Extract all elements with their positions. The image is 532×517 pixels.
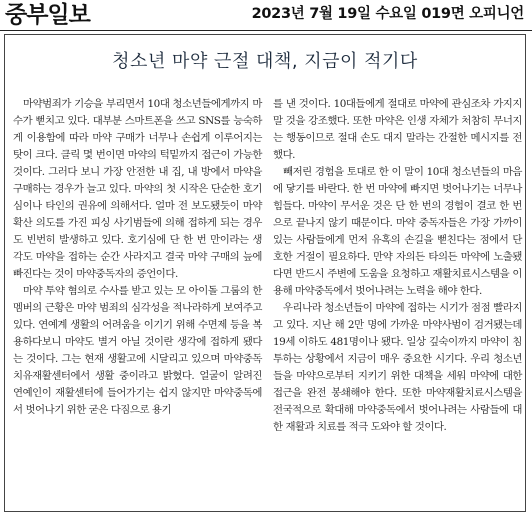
article-paragraph: 마약범죄가 기승을 부리면서 10대 청소년들에게까지 마수가 뻗치고 있다. 대부분 스마트폰을 쓰고 SNS를 능숙하게 이용함에 따라 마약 구매가 너무나 손쉽게 이루어지는 탓이 크다. 클릭 몇 번이면 마약의 턱밑까지 접근이 가능한 것이다. 그러다 보니 가장 안전한 내 집, 내 방에서 마약을 구매하는 경우가 늘고 있다. 마약의 첫 시작은 단순한 호기심이나 타인의 권유에 의해서다. 얼마 전 보도됐듯이 마약 확산 의도를 가진 피싱 사기범들에 의해 접하게 되는 경우도 빈번히 발생하고 있다. 호기심에 단 한 번 만이라는 생각도 마약을 접하는 순간 사라지고 결국 마약 구매의 늪에 빠진다는 것이 마약중독자의 증언이다.	[13, 98, 262, 280]
article-column-left	[13, 96, 262, 419]
article-column-right	[273, 96, 522, 436]
article-headline: 청소년 마약 근절 대책, 지금이 적기다	[112, 51, 418, 72]
article-paragraph: 빼저린 경험을 토대로 한 이 말이 10대 청소년들의 마음에 닿기를 바란다. 한 번 마약에 빠지면 벗어나기는 너무나 힘들다. 마약이 무서운 것은 단 한 번의 경험이 결코 한 번으로 끝나지 않기 때문이다. 마약 중독자들은 가장 가까이 있는 사람들에게 먼저 유혹의 손길을 뻗친다는 점에서 단호한 거절이 필요하다. 만약 자의든 타의든 마약에 노출됐다면 반드시 주변에 도움을 요청하고 재활치료시스템을 이용해 마약중독에서 벗어나려는 노력을 해야 한다.	[273, 166, 522, 297]
article-paragraph: 우리나라 청소년들이 마약에 접하는 시기가 점점 빨라지고 있다. 지난 해 2만 명에 가까운 마약사범이 검거됐는데 19세 이하도 481명이나 됐다. 일상 깊숙이까지 마약이 침투하는 상황에서 지금이 매우 중요한 시기다. 우리 청소년들을 마약으로부터 지키기 위한 대책을 세워 마약에 대한 접근을 완전 봉쇄해야 한다. 또한 마약재활치료시스템을 전국적으로 확대해 마약중독에서 벗어나려는 사람들에 대한 재활과 치료를 적극 도와야 할 것이다.	[273, 302, 522, 433]
newspaper-logo: 중부일보	[5, 2, 90, 28]
masthead	[0, 0, 532, 31]
article-paragraph: 를 낸 것이다. 10대들에게 절대로 마약에 관심조차 가지지 말 것을 강조했다. 또한 마약은 인생 자체가 처참히 무너지는 행동이므로 절대 손도 대지 말라는 간절한 메시지를 전했다.	[273, 98, 522, 161]
article-paragraph: 마약 투약 혐의로 수사를 받고 있는 모 아이돌 그룹의 한 멤버의 근황은 마약 범죄의 심각성을 적나라하게 보여주고 있다. 연예계 생활의 어려움을 이기기 위해 수면제 등을 복용하다보니 마약도 별거 아닐 것이란 생각에 접하게 됐다는 것이다. 그는 현재 생활고에 시달리고 있으며 마약중독치유재활센터에서 생활 중이라고 밝혔다. 얼굴이 알려진 연예인이 재활센터에 들어가기는 쉽지 않지만 마약중독에서 벗어나기 위한 굳은 다짐으로 용기	[13, 285, 262, 416]
article-box	[4, 34, 526, 512]
publication-dateline: 2023년 7월 19일 수요일 019면 오피니언	[251, 6, 524, 22]
